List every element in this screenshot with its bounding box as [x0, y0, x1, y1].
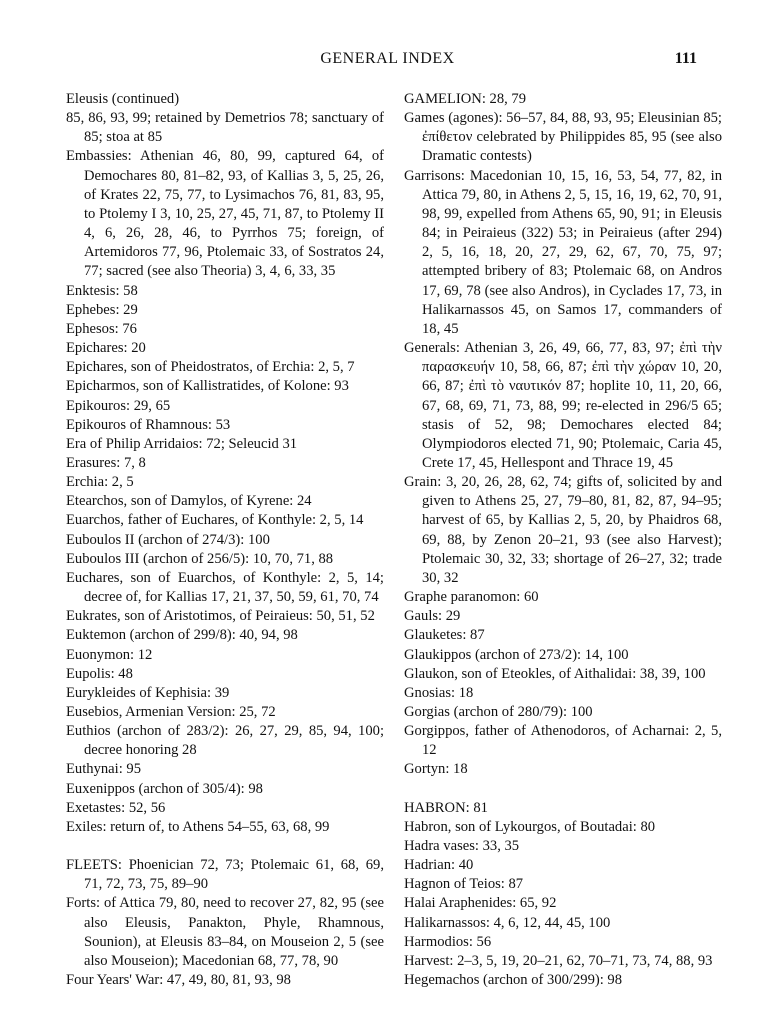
- index-entry: Hegemachos (archon of 300/299): 98: [404, 972, 623, 989]
- page-number: 111: [674, 50, 697, 67]
- index-entry: Epikouros: 29, 65: [66, 397, 171, 414]
- index-entry: FLEETS: Phoenician 72, 73; Ptolemaic 61, 68, 69, 71, 72, 73, 75, 89–90: [66, 857, 384, 893]
- index-entry: Epikouros of Rhamnous: 53: [66, 416, 231, 433]
- index-entry: Exetastes: 52, 56: [66, 799, 166, 816]
- index-entry: Harmodios: 56: [404, 933, 492, 950]
- index-entry: Hagnon of Teios: 87: [404, 876, 524, 893]
- index-entry: Habron, son of Lykourgos, of Boutadai: 80: [404, 818, 656, 835]
- index-entry: 85, 86, 93, 99; retained by Demetrios 78; sanctuary of 85; stoa at 85: [66, 110, 384, 146]
- index-entry: Eleusis (continued): [66, 91, 180, 107]
- index-entry: Eurykleides of Kephisia: 39: [66, 684, 230, 701]
- index-entry: Euchares, son of Euarchos, of Konthyle: 2, 5, 14; decree of, for Kallias 17, 21, 37, 50, 59, 61, 70, 74: [66, 569, 384, 606]
- index-entry: Graphe paranomon: 60: [404, 589, 539, 606]
- index-entry: Forts: of Attica 79, 80, need to recover 27, 82, 95 (see also Eleusis, Panakton, Phyle, Rhamnous, Sounion), at Eleusis 83–84, on Mouseion 2, 5 (see also Mouseion); Macedonian 68, 77, 78, 90: [66, 895, 384, 969]
- index-entry: Eusebios, Armenian Version: 25, 72: [66, 704, 276, 720]
- index-entry: Glaukippos (archon of 273/2): 14, 100: [404, 646, 629, 663]
- index-entry: Gorgias (archon of 280/79): 100: [404, 704, 593, 720]
- index-entry: GAMELION: 28, 79: [404, 91, 527, 107]
- index-entry: Ephebes: 29: [66, 301, 138, 318]
- index-entry: Enktesis: 58: [66, 282, 138, 299]
- index-entry: Euboulos II (archon of 274/3): 100: [66, 531, 270, 548]
- index-entry: Euthios (archon of 283/2): 26, 27, 29, 85, 94, 100; decree honoring 28: [66, 723, 384, 759]
- index-entry: Hadra vases: 33, 35: [404, 837, 520, 854]
- index-entry: Eupolis: 48: [66, 665, 133, 682]
- index-entry: Halikarnassos: 4, 6, 12, 44, 45, 100: [404, 914, 611, 931]
- index-entry: Garrisons: Macedonian 10, 15, 16, 53, 54, 77, 82, in Attica 79, 80, in Athens 2, 5, 15, 16, 19, 62, 70, 91, 98, 99, expelled from Athens 65, 90, 91; in Eleusis 84; in Peiraieus (322) 53; in Peiraieus (after 294) 2, 5, 16, 18, 20, 27, 29, 62, 67, 70, 75, 97; attempted bribery of 83; Ptolemaic 68, on Andros 17, 69, 78 (see also Andros), in Cyclades 17, 73, in Halikarnassos 45, on Samos 17, commanders of 18, 45: [404, 167, 722, 337]
- index-entry: Gorgippos, father of Athenodoros, of Acharnai: 2, 5, 12: [404, 723, 722, 759]
- index-column-right: [404, 90, 722, 990]
- index-entry: Gortyn: 18: [404, 761, 468, 778]
- index-entry: Erchia: 2, 5: [66, 474, 134, 491]
- index-entry: Euarchos, father of Euchares, of Konthyle: 2, 5, 14: [66, 512, 364, 529]
- index-entry: Euonymon: 12: [66, 646, 153, 663]
- index-entry: Euthynai: 95: [66, 761, 141, 778]
- index-entry: Halai Araphenides: 65, 92: [404, 895, 557, 912]
- index-entry: Epichares: 20: [66, 340, 146, 357]
- index-entry: Erasures: 7, 8: [66, 454, 146, 471]
- index-entry: Era of Philip Arridaios: 72; Seleucid 31: [66, 435, 298, 452]
- index-column-left: [66, 90, 384, 990]
- index-entry: Gauls: 29: [404, 608, 461, 625]
- index-entry: Generals: Athenian 3, 26, 49, 66, 77, 83, 97; ἐπὶ τὴν παρασκευήν 10, 58, 66, 87; ἐπὶ τὴν χώραν 10, 20, 66, 87; ἐπὶ τὸ ναυτικόν 87; hoplite 10, 11, 20, 66, 67, 68, 69, 71, 73, 88, 99; re-elected in 296/5 65; stasis of 52, 98; Demochares elected 84; Olympiodoros elected 71, 90; Ptolemaic, Caria 45, Crete 17, 45, Hellespont and Thrace 19, 45: [404, 340, 722, 471]
- index-entry: Glaukon, son of Eteokles, of Aithalidai: 38, 39, 100: [404, 665, 706, 682]
- index-entry: Exiles: return of, to Athens 54–55, 63, 68, 99: [66, 818, 330, 835]
- page-title: GENERAL INDEX: [320, 50, 455, 67]
- index-entry: Grain: 3, 20, 26, 28, 62, 74; gifts of, solicited by and given to Athens 25, 27, 79–80, 81, 82, 87, 94–95; harvest of 65, by Kallias 2, 5, 20, by Phaidros 68, 69, 88, by Zenon 20–21, 93 (see also Harvest); Ptolemaic 30, 32, 33; shortage of 26–27, 32; trade 30, 32: [404, 474, 722, 586]
- running-head: [0, 50, 775, 74]
- index-entry: Epichares, son of Pheidostratos, of Erchia: 2, 5, 7: [66, 359, 355, 376]
- index-entry: Games (agones): 56–57, 84, 88, 93, 95; Eleusinian 85; ἐπίθετον celebrated by Philippides 85, 95 (see also Dramatic contests): [404, 110, 722, 165]
- index-entry: Etearchos, son of Damylos, of Kyrene: 24: [66, 493, 312, 510]
- index-entry: Euboulos III (archon of 256/5): 10, 70, 71, 88: [66, 550, 334, 567]
- index-entry: Harvest: 2–3, 5, 19, 20–21, 62, 70–71, 73, 74, 88, 93: [404, 952, 713, 969]
- index-entry: Glauketes: 87: [404, 627, 485, 644]
- index-entry: Euktemon (archon of 299/8): 40, 94, 98: [66, 627, 298, 644]
- index-entry: Hadrian: 40: [404, 857, 474, 874]
- index-entry: Four Years' War: 47, 49, 80, 81, 93, 98: [66, 972, 291, 989]
- index-entry: Embassies: Athenian 46, 80, 99, captured 64, of Demochares 80, 81–82, 93, of Kallias 3, 5, 25, 26, of Krates 22, 75, 77, to Lysimachos 76, 81, 83, 95, to Ptolemy I 3, 10, 25, 27, 45, 71, 87, to Ptolemy II 4, 6, 26, 28, 46, to Pyrrhos 75; foreign, of Artemidoros 77, 96, Ptolemaic 33, of Sostratos 24, 77; sacred (see also Theoria) 3, 4, 6, 33, 35: [66, 148, 384, 280]
- index-entry: Euxenippos (archon of 305/4): 98: [66, 780, 263, 797]
- index-entry: HABRON: 81: [404, 799, 488, 816]
- index-entry: Eukrates, son of Aristotimos, of Peiraieus: 50, 51, 52: [66, 608, 375, 625]
- index-entry: Epicharmos, son of Kallistratides, of Kolone: 93: [66, 378, 349, 395]
- index-entry: Gnosias: 18: [404, 684, 474, 701]
- index-entry: Ephesos: 76: [66, 320, 137, 337]
